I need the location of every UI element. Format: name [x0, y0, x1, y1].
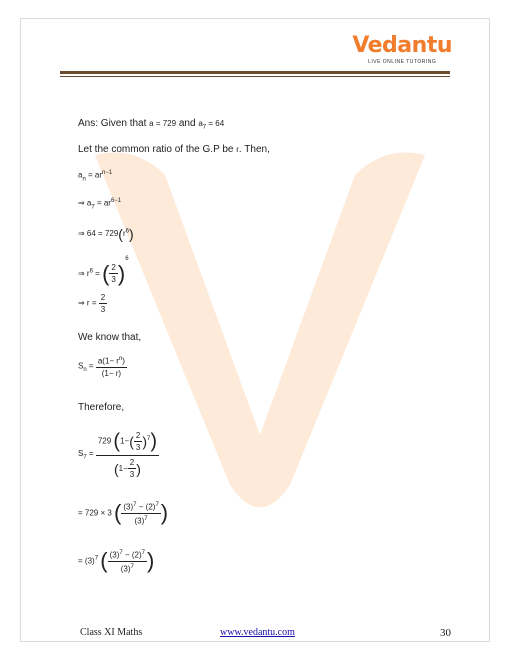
sn-den-text: 1− r [104, 368, 119, 378]
eq5-fraction [99, 292, 107, 315]
eq9-num-b: 2 [134, 550, 139, 560]
s7-fraction [96, 426, 159, 482]
eq4-num: 2 [111, 263, 116, 273]
common-ratio-end: . Then, [238, 144, 270, 155]
eq2-rhs: = ar [96, 198, 111, 208]
s7-den: (1− $\frac{2}{3}$ ) [113, 458, 141, 480]
s7-num-inner: 1− [120, 436, 130, 446]
eq8-minus: − [138, 502, 144, 512]
eq1-sup: n−1 [102, 170, 113, 176]
equation-4: ⇒ $r^6$ = ( $\frac{2}{3}$ )$^6$ [78, 256, 129, 286]
eq3-lhs: ⇒ 64 = 729 [78, 229, 119, 239]
eq2-sub: 7 [91, 204, 95, 211]
eq9-num-b-sup: 7 [141, 550, 146, 556]
s7-den-den: 3 [129, 470, 135, 480]
s7-num: 729 (1−( $\frac{2}{3}$ )$^7$) [96, 426, 159, 456]
therefore-line: Therefore, [78, 402, 125, 413]
eq8-num-a-sup: 7 [133, 502, 137, 508]
equation-5 [78, 292, 107, 315]
vedantu-logo [352, 34, 452, 65]
footer-page-number: 30 [440, 627, 451, 639]
ans-and: and [178, 118, 196, 129]
eq8-num-b: 2 [148, 502, 153, 512]
common-ratio-text: Let the common ratio of the G.P be [78, 144, 234, 155]
s7-num-coef: 729 [97, 436, 112, 446]
eq8-num-a: 3 [126, 502, 131, 512]
eq1-rhs: = ar [88, 170, 103, 180]
footer-website-link[interactable]: www.vedantu.com [220, 627, 295, 638]
equation-2 [78, 198, 121, 210]
eq8-den: $(3)^7$ [134, 515, 148, 526]
eq4-exp: 6 [125, 256, 129, 262]
s7-frac-num: 2 [135, 431, 141, 441]
sn-num: $a(1- r^n)$ [97, 356, 125, 366]
s7-lhs: S [78, 449, 84, 458]
eq8-lhs: = 729 × 3 [78, 508, 112, 518]
eq8-den-base: 3 [137, 516, 142, 526]
eq9-num-a: 3 [112, 550, 117, 560]
s7-den-num: 2 [129, 458, 135, 468]
common-ratio-line [78, 144, 270, 155]
footer-class-label: Class XI Maths [80, 627, 143, 638]
equation-8: = 729 × 3 ( $\frac{(3)^7 - (2)^7}{(3)^7}$ ) [78, 500, 169, 526]
eq3-r: r [122, 229, 126, 239]
sn-den: (1− r) [101, 368, 122, 378]
s7-formula: $S_7$ = 729 (1−( $\frac{2}{3}$ )$^7$) (1− $\frac{2}{3}$ ) [78, 426, 159, 482]
ans-a7-sub: 7 [202, 124, 207, 131]
ans-label: Ans: Given that [78, 118, 147, 129]
eq1-lhs: a [78, 170, 83, 180]
logo-wordmark: Vedantu [352, 33, 452, 58]
eq2-sup: 6−1 [110, 198, 122, 204]
eq4-eq: = [95, 269, 100, 278]
s7-exp: 7 [147, 436, 151, 442]
answer-line [78, 118, 224, 131]
eq9-minus: − [124, 550, 130, 560]
eq9-base-sup: 7 [94, 555, 99, 562]
header-rule [60, 71, 450, 77]
logo-tagline: LIVE ONLINE TUTORING [368, 59, 437, 65]
s7-den-inner: 1− [118, 463, 128, 473]
eq9-den-sup: 7 [130, 563, 134, 570]
equation-3: ⇒ $64 = 729(r^6)$ [78, 226, 134, 242]
eq9-num: $(3)^7 - (2)^7$ [109, 550, 146, 560]
eq8-fraction [121, 500, 160, 526]
eq5-lhs: ⇒ r = [78, 298, 97, 308]
eq8-num-b-sup: 7 [155, 502, 159, 508]
s7-frac-den: 3 [135, 443, 141, 453]
eq5-den: 3 [100, 305, 106, 314]
eq9-fraction [108, 548, 147, 574]
eq9-den: $(3)^7$ [120, 563, 134, 574]
ans-a: a = 729 [149, 119, 177, 128]
eq4-den: 3 [111, 275, 116, 285]
ans-a7-val: = 64 [208, 119, 225, 128]
eq2-lhs: ⇒ a [78, 198, 92, 208]
sn-num-a: a [97, 356, 103, 366]
eq4-fraction [109, 262, 117, 285]
eq9-den-base: 3 [123, 564, 128, 574]
s7-sub: 7 [83, 454, 87, 461]
eq4-sup: 6 [89, 268, 93, 275]
eq9-lhs: = [78, 556, 85, 566]
sn-num-b: 1− r [104, 356, 119, 366]
eq1-sub: n [82, 176, 86, 183]
know-that-line: We know that, [78, 332, 142, 343]
sn-sub: n [83, 367, 87, 374]
eq3-sup: 6 [125, 228, 129, 235]
eq9-base: 3 [87, 556, 93, 566]
eq8-num: $(3)^7 - (2)^7$ [123, 502, 159, 512]
equation-9: = $(3)^7$ ( $\frac{(3)^7 - (2)^7}{(3)^7}$ ) [78, 548, 155, 574]
common-ratio-var: r [236, 145, 239, 154]
eq4-lhs: ⇒ r [78, 269, 90, 278]
ans-a7: a [198, 119, 203, 128]
sn-lhs: S [78, 361, 84, 371]
sn-num-sup: n [118, 356, 123, 362]
sn-formula: $S_n$ = $\frac{a(1- r^n)}{(1- r)}$ [78, 356, 125, 378]
sn-fraction [96, 354, 127, 379]
eq5-num: 2 [100, 293, 106, 302]
eq9-num-a-sup: 7 [119, 550, 123, 556]
equation-1 [78, 170, 112, 182]
eq8-den-sup: 7 [144, 515, 148, 522]
